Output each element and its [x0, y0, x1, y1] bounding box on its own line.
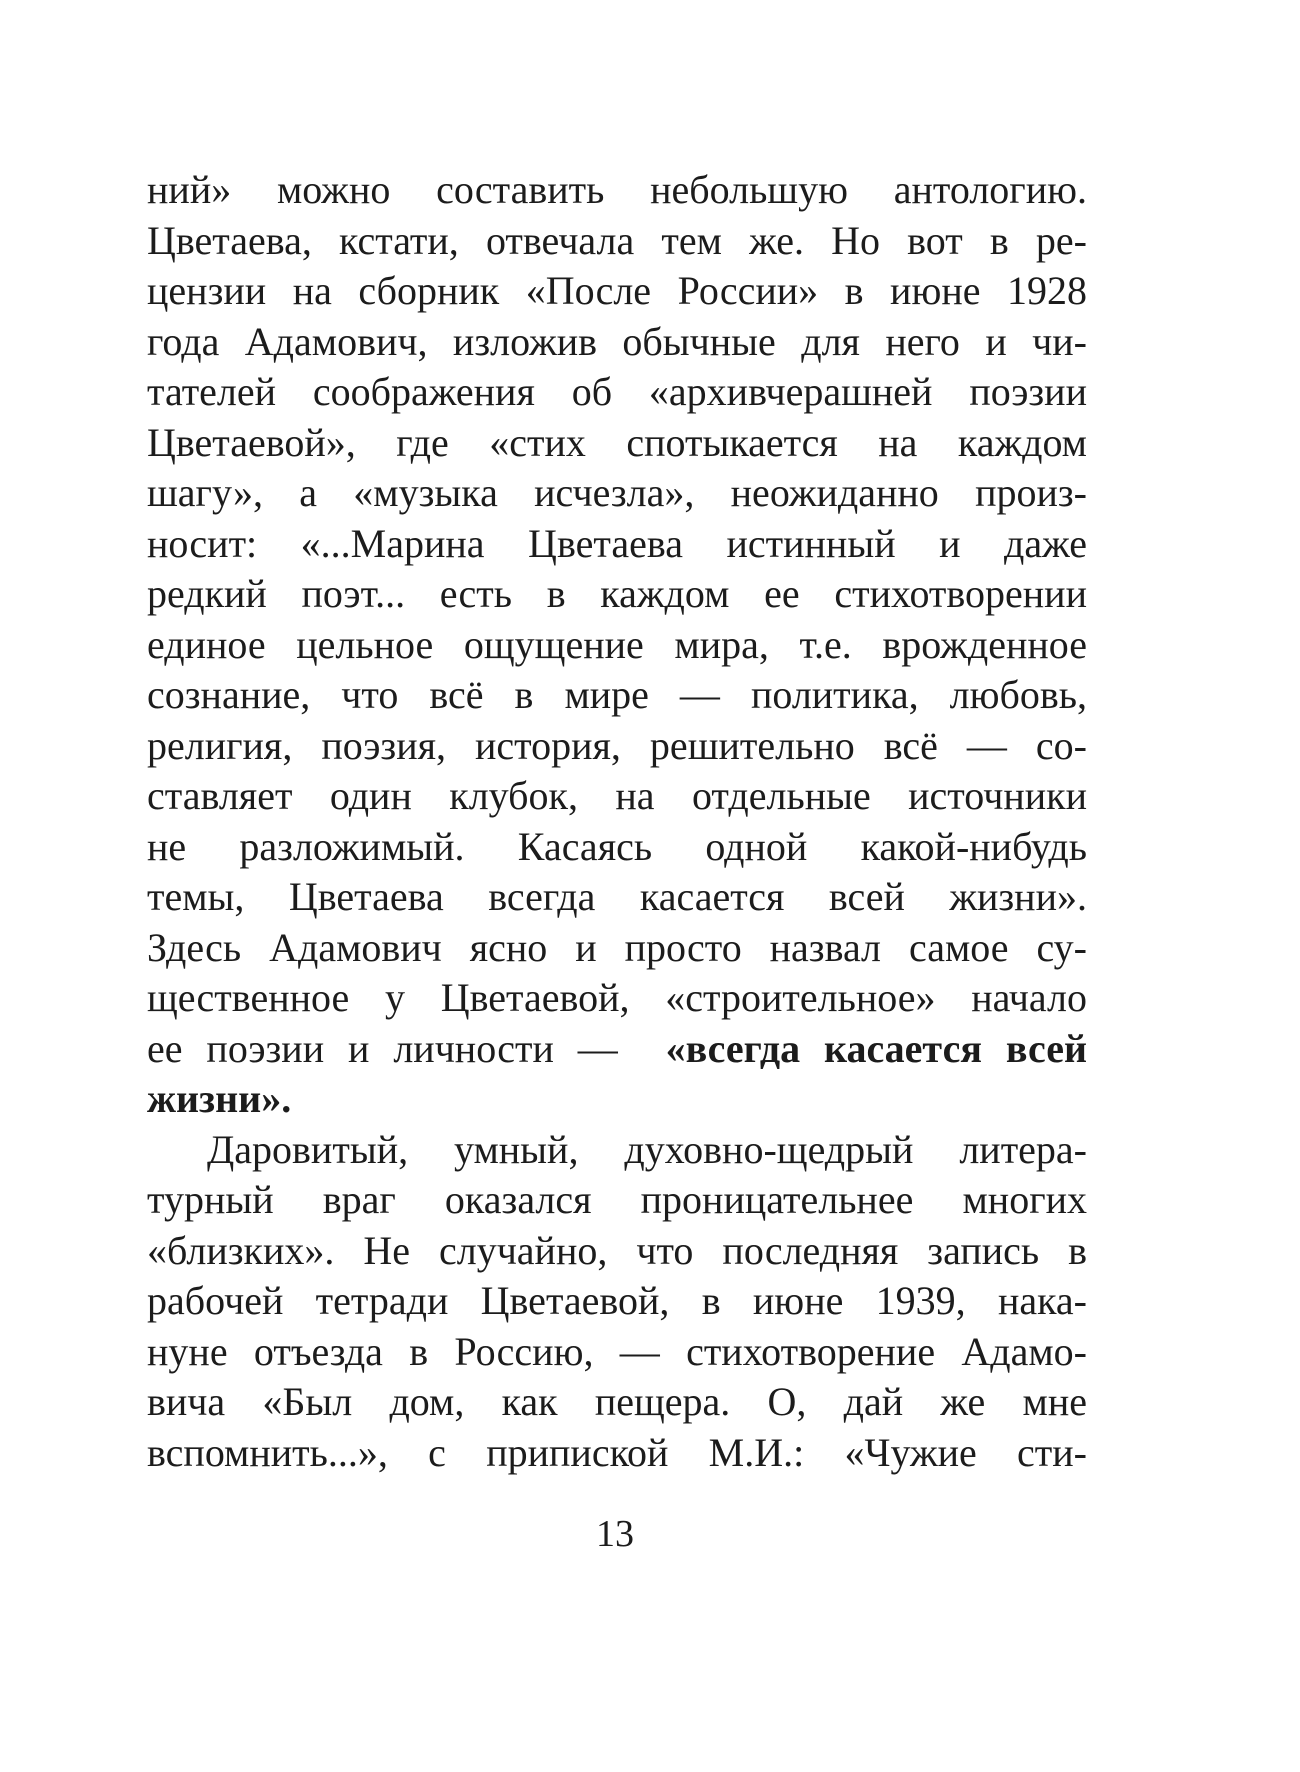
paragraph-first-line: Даровитый, умный, духовно-щедрый литера-	[207, 1126, 1087, 1172]
text-line: шагу», а «музыка исчезла», неожиданно произ-	[147, 470, 1087, 515]
page-number: 13	[596, 1513, 634, 1555]
text-line: Цветаева, кстати, отвечала тем же. Но вот в ре-	[147, 217, 1087, 263]
text-line	[147, 1074, 1087, 1125]
text-line: нуне отъезда в Россию, — стихотворение Адамо-	[147, 1328, 1087, 1374]
text-line: Здесь Адамович ясно и просто назвал самое су-	[147, 924, 1087, 970]
text-line: темы, Цветаева всегда касается всей жизни».	[147, 874, 1087, 919]
text-line: ний» можно составить небольшую антологию.	[147, 167, 1087, 212]
text-line: ставляет один клубок, на отдельные источники	[147, 773, 1087, 818]
text-line: турный враг оказался проницательнее многих	[147, 1177, 1087, 1222]
text-line: носит: «...Марина Цветаева истинный и даже	[147, 520, 1087, 566]
text-line: года Адамович, изложив обычные для него и чи-	[147, 318, 1087, 364]
text-line: единое цельное ощущение мира, т.е. врожденное	[147, 621, 1087, 667]
text-line: щественное у Цветаевой, «строительное» начало	[147, 975, 1087, 1020]
text-line: не разложимый. Касаясь одной какой-нибудь	[147, 823, 1087, 869]
emphasis-quote-end: жизни».	[147, 1076, 292, 1121]
body-text	[147, 165, 1087, 1478]
text-line: рабочей тетради Цветаевой, в июне 1939, нака-	[147, 1278, 1087, 1323]
text-line: редкий поэт... есть в каждом ее стихотворении	[147, 571, 1087, 616]
text-line-regular: ее поэзии и личности —	[147, 1025, 618, 1071]
text-line	[147, 1024, 1087, 1075]
text-line: тателей соображения об «архивчерашней поэзии	[147, 369, 1087, 414]
text-line: цензии на сборник «После России» в июне 1928	[147, 268, 1087, 313]
text-line: Цветаевой», где «стих спотыкается на каждом	[147, 419, 1087, 465]
emphasis-quote: «всегда касается всей	[665, 1025, 1088, 1071]
text-line: «близких». Не случайно, что последняя запись в	[147, 1227, 1087, 1273]
text-line: вича «Был дом, как пещера. О, дай же мне	[147, 1379, 1087, 1424]
text-line: вспомнить...», с припиской М.И.: «Чужие сти-	[147, 1429, 1087, 1475]
text-line: сознание, что всё в мире — политика, любовь,	[147, 672, 1087, 717]
text-line: религия, поэзия, история, решительно всё — со-	[147, 722, 1087, 768]
